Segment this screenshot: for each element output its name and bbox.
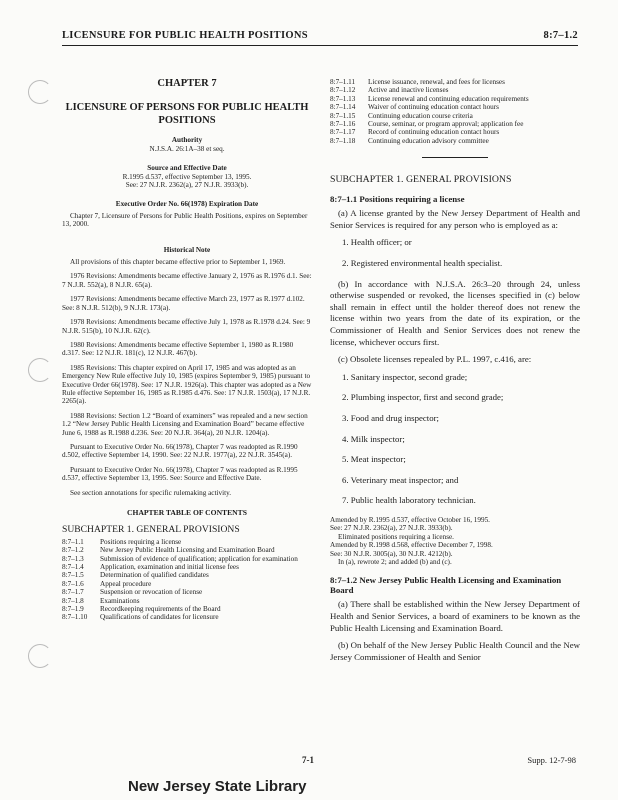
subsection-b: (b) On behalf of the New Jersey Public Health Council and the New Jersey Commissioner of Health and Senior	[330, 640, 580, 662]
hist-para: 1988 Revisions: Section 1.2 “Board of examiners” was repealed and a new section 1.2 “New Jersey Public Health Licensing and Examination Board” became effective June 6, 1988 as R.1988 d.236. See: 20 N.J.R. 364(a), 20 N.J.R. 1204(a).	[62, 411, 308, 437]
toc-heading: CHAPTER TABLE OF CONTENTS	[127, 508, 247, 517]
list-item: 3. Food and drug inspector;	[342, 412, 439, 423]
section-divider	[422, 157, 488, 158]
hist-para: 1980 Revisions: Amendments became effective September 1, 1980 as R.1980 d.317. See: 12 N.J.R. 181(c), 12 N.J.R. 467(b).	[62, 340, 294, 358]
toc-row: 8:7–1.10 Qualifications of candidates for licensure	[62, 613, 219, 622]
obsolete-license-list	[330, 372, 580, 507]
hist-para: 1985 Revisions: This chapter expired on April 17, 1985 and was adopted as an Emergency New Rule effective July 10, 1985 (expires September 9, 1985) pursuant to Executive Order 66(1978). See: 17 N.J.R. 1926(a). This chapter was adopted as a New Rule effective September 16, 1985 as R.1985 d.476. See: 17 N.J.R. 1503(a), 17 N.J.R. 2265(a).	[62, 363, 312, 406]
supplement-date: Supp. 12-7-98	[527, 755, 576, 765]
toc-row: 8:7–1.9 Recordkeeping requirements of the Board	[62, 605, 221, 614]
toc-row: 8:7–1.11 License issuance, renewal, and fees for licenses	[330, 78, 505, 86]
chapter-number: CHAPTER 7	[157, 78, 217, 89]
chapter-title: LICENSURE OF PERSONS FOR PUBLIC HEALTH POSITIONS	[65, 102, 309, 127]
list-item: 2. Registered environmental health specialist.	[342, 258, 503, 269]
historical-note	[62, 258, 312, 497]
subsection-a: (a) There shall be established within the New Jersey Department of Health and Senior Services, a board of examiners to be known as the Public Health Licensing and Examination Board.	[330, 599, 580, 633]
hist-para: 1978 Revisions: Amendments became effective July 1, 1978 as R.1978 d.24. See: 9 N.J.R. 515(b), 10 N.J.R. 62(c).	[62, 318, 311, 335]
source-see: See: 27 N.J.R. 2362(a), 27 N.J.R. 3933(b).	[125, 181, 249, 190]
list-item: 5. Meat inspector;	[342, 454, 406, 465]
subsection-a: (a) A license granted by the New Jersey Department of Health and Senior Services is required for any person who is employed as a:	[330, 208, 580, 230]
toc-row: 8:7–1.6 Appeal procedure	[62, 579, 152, 588]
toc-row: 8:7–1.2 New Jersey Public Health Licensing and Examination Board	[62, 546, 275, 555]
source-text: R.1995 d.537, effective September 13, 1995.	[122, 172, 252, 181]
running-header	[62, 30, 578, 44]
toc-row: 8:7–1.5 Determination of qualified candidates	[62, 571, 209, 580]
hist-para: 1977 Revisions: Amendments became effective March 23, 1977 as R.1977 d.102. See: 8 N.J.R. 512(b), 9 N.J.R. 173(a).	[62, 295, 305, 312]
hist-para: Pursuant to Executive Order No. 66(1978), Chapter 7 was readopted as R.1995 d.537, effective September 13, 1995. See: Source and Effective Date.	[62, 465, 298, 483]
punch-hole-mark	[28, 644, 52, 668]
running-header-title: LICENSURE FOR PUBLIC HEALTH POSITIONS	[62, 30, 308, 41]
toc-row: 8:7–1.1 Positions requiring a license	[62, 537, 182, 546]
exec-order-text: Chapter 7, Licensure of Persons for Public Health Positions, expires on September 13, 2000.	[62, 211, 308, 229]
subchapter-heading: SUBCHAPTER 1. GENERAL PROVISIONS	[330, 174, 512, 186]
historical-note-heading: Historical Note	[163, 245, 211, 254]
subsection-c: (c) Obsolete licenses repealed by P.L. 1997, c.416, are:	[338, 354, 532, 365]
section-heading-1-1: 8:7–1.1 Positions requiring a license	[330, 194, 465, 205]
toc-row: 8:7–1.18 Continuing education advisory committee	[330, 136, 489, 145]
toc-row: 8:7–1.3 Submission of evidence of qualification; application for examination	[62, 554, 298, 563]
punch-hole-mark	[28, 80, 52, 104]
toc-row: 8:7–1.13 License renewal and continuing education requirements	[330, 94, 529, 103]
toc-row: 8:7–1.16 Course, seminar, or program approval; application fee	[330, 120, 524, 129]
toc-row: 8:7–1.8 Examinations	[62, 596, 140, 605]
list-item: 4. Milk inspector;	[342, 433, 405, 444]
section-1-2-body	[330, 599, 580, 663]
list-item: 1. Health officer; or	[342, 237, 412, 248]
header-rule	[62, 45, 578, 46]
authority-text: N.J.S.A. 26:1A–38 et seq.	[149, 144, 225, 153]
subsection-b: (b) In accordance with N.J.S.A. 26:3–20 through 24, unless otherwise suspended or revoked, the licenses specified in (c) below shall remain in effect until the holder thereof does not renew the license within two years from the date of its expiration, or the Commissioner of Health and Senior Services does not renew the license, whichever occurs first.	[330, 278, 580, 347]
page-number: 7-1	[302, 755, 314, 765]
license-list	[330, 237, 580, 269]
punch-hole-mark	[28, 358, 52, 382]
library-stamp: New Jersey State Library	[128, 778, 307, 795]
running-header-section: 8:7–1.2	[543, 30, 578, 41]
list-item: 1. Sanitary inspector, second grade;	[342, 371, 468, 382]
toc-table	[62, 538, 312, 622]
list-item: 6. Veterinary meat inspector; and	[342, 474, 459, 485]
hist-para: See section annotations for specific rulemaking activity.	[70, 488, 232, 497]
authority-heading: Authority	[171, 136, 203, 145]
toc-table-continued	[330, 78, 580, 145]
toc-row: 8:7–1.17 Record of continuing education contact hours	[330, 128, 500, 137]
hist-para: 1976 Revisions: Amendments became effective January 2, 1976 as R.1976 d.1. See: 7 N.J.R. 552(a), 8 N.J.R. 65(a).	[62, 272, 312, 289]
toc-subchapter: SUBCHAPTER 1. GENERAL PROVISIONS	[62, 524, 240, 536]
hist-para: All provisions of this chapter became effective prior to September 1, 1969.	[70, 258, 286, 267]
toc-row: 8:7–1.12 Active and inactive licenses	[330, 86, 449, 95]
amendment-notes: Amended by R.1995 d.537, effective October 16, 1995. See: 27 N.J.R. 2362(a), 27 N.J.R. 3933(b). Eliminated positions requiring a license. Amended by R.1998 d.568, effective December 7, 1998. See: 30 N.J.R. 3005(a), 30 N.J.R. 4212(b). In (a), rewrote 2; and added (b) and (c).	[330, 515, 493, 566]
list-item: 2. Plumbing inspector, first and second grade;	[342, 392, 504, 403]
toc-row: 8:7–1.7 Suspension or revocation of license	[62, 588, 203, 597]
toc-row: 8:7–1.15 Continuing education course criteria	[330, 111, 473, 120]
exec-order-heading: Executive Order No. 66(1978) Expiration Date	[115, 200, 259, 209]
toc-row: 8:7–1.14 Waiver of continuing education contact hours	[330, 103, 499, 112]
left-column	[62, 78, 312, 622]
section-1-1-body	[330, 208, 580, 507]
hist-para: Pursuant to Executive Order No. 66(1978), Chapter 7 was readopted as R.1990 d.502, effective September 14, 1990. See: 22 N.J.R. 1977(a), 22 N.J.R. 3545(a).	[62, 442, 298, 460]
list-item: 7. Public health laboratory technician.	[342, 495, 476, 506]
right-column	[330, 78, 580, 669]
toc-row: 8:7–1.4 Application, examination and initial license fees	[62, 563, 239, 572]
source-heading: Source and Effective Date	[147, 164, 227, 173]
section-heading-1-2: 8:7–1.2 New Jersey Public Health Licensing and Examination Board	[330, 575, 562, 596]
